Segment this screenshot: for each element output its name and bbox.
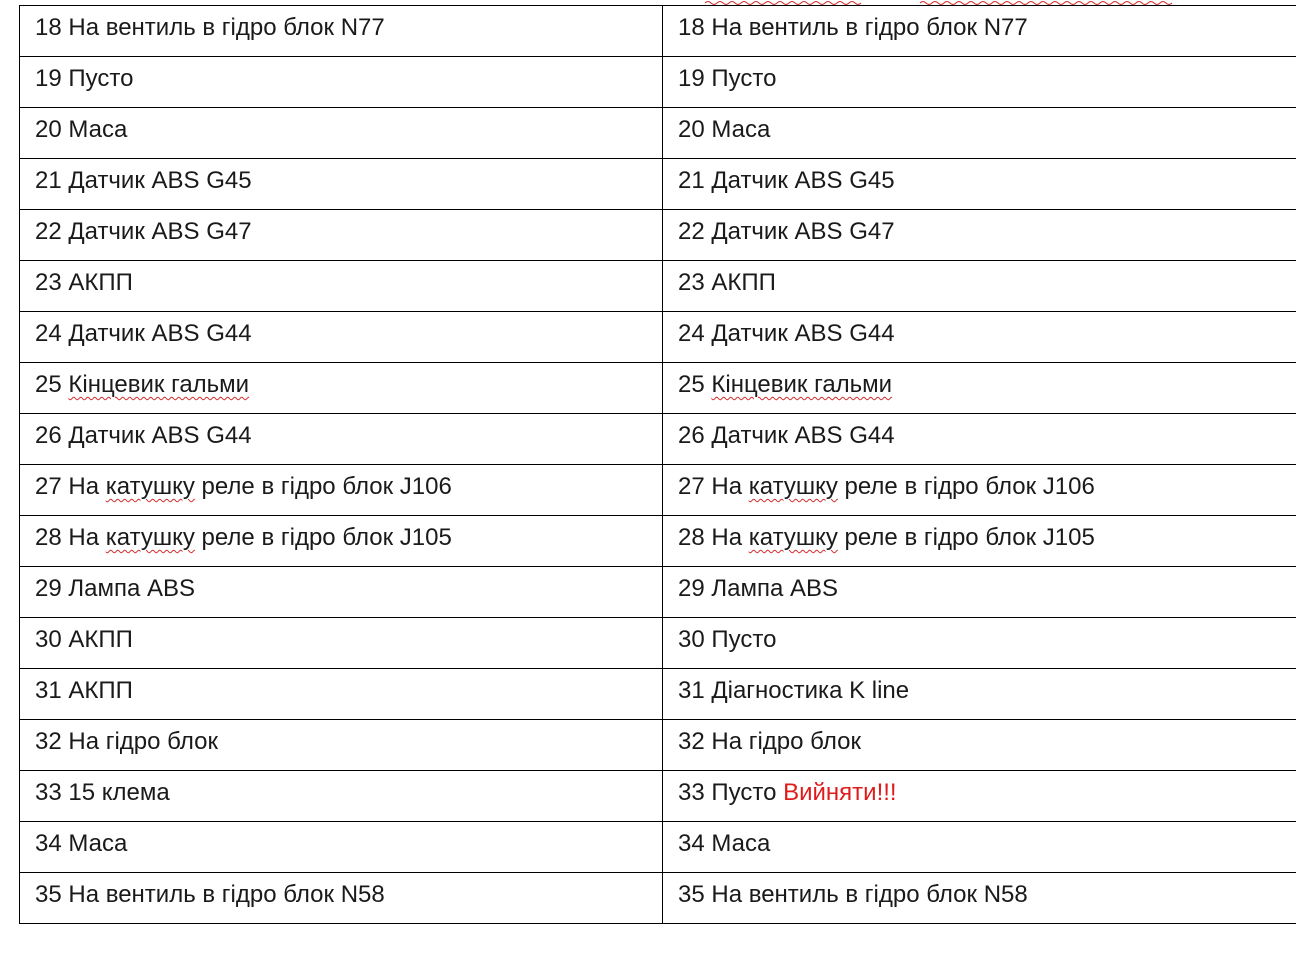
pin-cell-left: 30 АКПП	[20, 618, 663, 669]
pin-cell-right: 27 На катушку реле в гідро блок J106	[663, 465, 1296, 516]
spellcheck-flagged-word: катушку	[105, 473, 195, 500]
pin-cell-left: 25 Кінцевик гальми	[20, 363, 663, 414]
pin-cell-left: 24 Датчик ABS G44	[20, 312, 663, 363]
spellcheck-flagged-word: катушку	[748, 524, 838, 551]
pin-assignment-table	[19, 5, 1296, 924]
pin-cell-right: 20 Маса	[663, 108, 1296, 159]
pin-cell-left: 32 На гідро блок	[20, 720, 663, 771]
pin-cell-right: 31 Діагностика K line	[663, 669, 1296, 720]
table-row	[20, 312, 1296, 363]
table-row	[20, 414, 1296, 465]
pin-cell-right: 32 На гідро блок	[663, 720, 1296, 771]
table-row	[20, 6, 1296, 57]
pin-cell-right: 26 Датчик ABS G44	[663, 414, 1296, 465]
spellcheck-flagged-word: Кінцевик гальми	[68, 371, 250, 398]
pin-cell-left: 21 Датчик ABS G45	[20, 159, 663, 210]
pin-cell-right: 21 Датчик ABS G45	[663, 159, 1296, 210]
table-row	[20, 669, 1296, 720]
table-row	[20, 261, 1296, 312]
pin-cell-left: 22 Датчик ABS G47	[20, 210, 663, 261]
table-row	[20, 618, 1296, 669]
pin-cell-right: 28 На катушку реле в гідро блок J105	[663, 516, 1296, 567]
pin-cell-left: 19 Пусто	[20, 57, 663, 108]
table-row	[20, 873, 1296, 924]
pin-cell-right: 30 Пусто	[663, 618, 1296, 669]
pin-cell-left: 28 На катушку реле в гідро блок J105	[20, 516, 663, 567]
pin-cell-right: 19 Пусто	[663, 57, 1296, 108]
table-row	[20, 210, 1296, 261]
table-row	[20, 57, 1296, 108]
table-row	[20, 720, 1296, 771]
pin-cell-left: 29 Лампа ABS	[20, 567, 663, 618]
pin-cell-left: 27 На катушку реле в гідро блок J106	[20, 465, 663, 516]
pin-cell-left: 26 Датчик ABS G44	[20, 414, 663, 465]
pin-cell-right: 22 Датчик ABS G47	[663, 210, 1296, 261]
table-row	[20, 516, 1296, 567]
table-row	[20, 465, 1296, 516]
pin-cell-left: 31 АКПП	[20, 669, 663, 720]
table-row	[20, 771, 1296, 822]
pin-cell-left: 35 На вентиль в гідро блок N58	[20, 873, 663, 924]
pin-cell-right: 34 Маса	[663, 822, 1296, 873]
pin-cell-right: 35 На вентиль в гідро блок N58	[663, 873, 1296, 924]
table-row	[20, 159, 1296, 210]
pin-cell-right: 29 Лампа ABS	[663, 567, 1296, 618]
table-row	[20, 567, 1296, 618]
pin-cell-left: 33 15 клема	[20, 771, 663, 822]
spellcheck-flagged-word: катушку	[105, 524, 195, 551]
pin-cell-right: 25 Кінцевик гальми	[663, 363, 1296, 414]
table-row	[20, 108, 1296, 159]
spellcheck-flagged-word: Кінцевик гальми	[711, 371, 893, 398]
pin-cell-left: 34 Маса	[20, 822, 663, 873]
pin-cell-left: 20 Маса	[20, 108, 663, 159]
pin-cell-left: 23 АКПП	[20, 261, 663, 312]
pin-cell-left: 18 На вентиль в гідро блок N77	[20, 6, 663, 57]
pin-cell-right: 24 Датчик ABS G44	[663, 312, 1296, 363]
spellcheck-flagged-word: катушку	[748, 473, 838, 500]
table-row	[20, 363, 1296, 414]
pin-cell-right: 33 Пусто Вийняти!!!	[663, 771, 1296, 822]
table-row	[20, 822, 1296, 873]
pin-cell-right: 23 АКПП	[663, 261, 1296, 312]
pin-cell-right: 18 На вентиль в гідро блок N77	[663, 6, 1296, 57]
remove-warning-text: Вийняти!!!	[783, 779, 897, 806]
